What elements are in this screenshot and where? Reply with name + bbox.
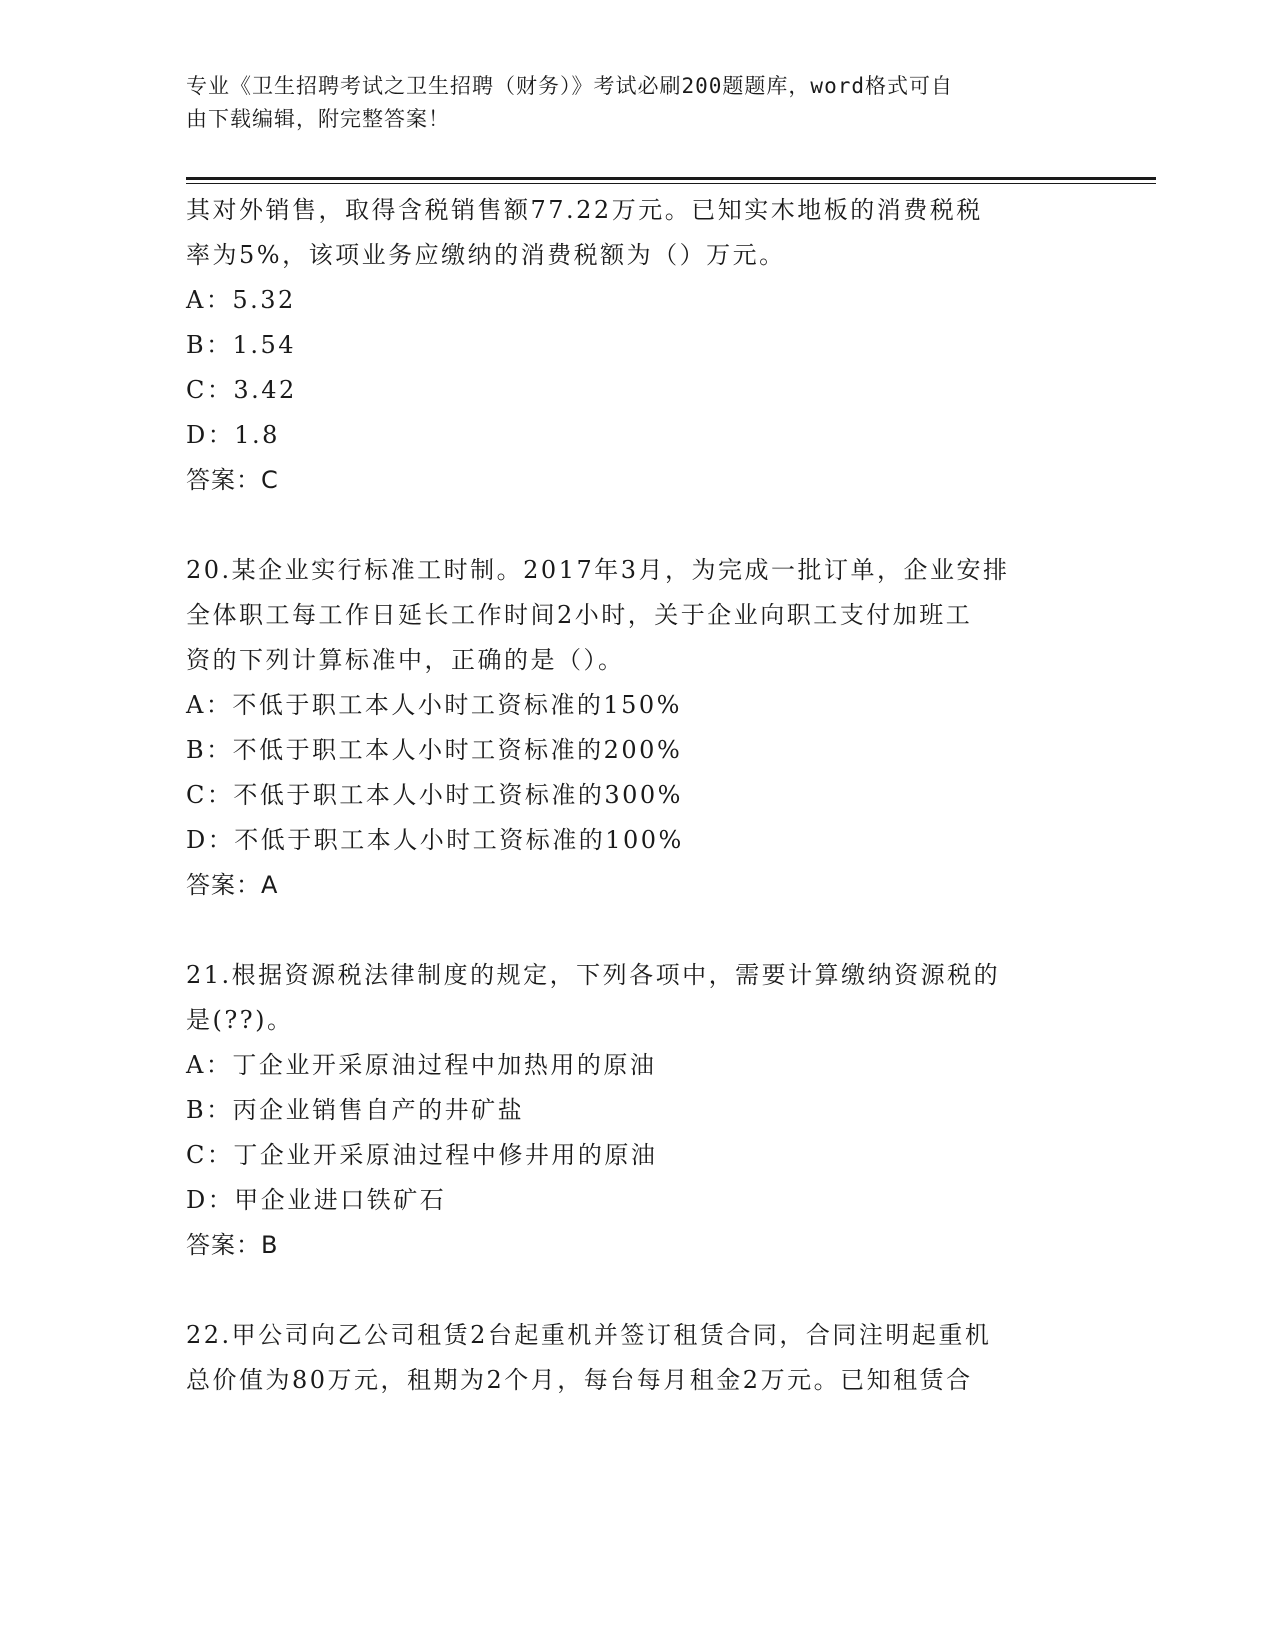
- question-spacer: [186, 908, 1086, 953]
- question-stem-line: 21.根据资源税法律制度的规定，下列各项中，需要计算缴纳资源税的: [186, 961, 1001, 989]
- option-b: B：1.54: [186, 331, 297, 359]
- option-b: B：不低于职工本人小时工资标准的200%: [186, 736, 683, 764]
- question-21: [186, 953, 1086, 1268]
- question-stem-line: 资的下列计算标准中，正确的是（）。: [186, 646, 625, 674]
- option-c: C：丁企业开采原油过程中修井用的原油: [186, 1141, 658, 1169]
- question-22: [186, 1313, 1086, 1403]
- option-d: D：不低于职工本人小时工资标准的100%: [186, 826, 684, 854]
- question-stem-line: 全体职工每工作日延长工作时间2小时，关于企业向职工支付加班工: [186, 601, 973, 629]
- question-stem-line: 22.甲公司向乙公司租赁2台起重机并签订租赁合同，合同注明起重机: [186, 1321, 992, 1349]
- header-line-1: 专业《卫生招聘考试之卫生招聘（财务）》考试必刷200题题库，word格式可自: [186, 74, 953, 98]
- header-line-2: 由下载编辑，附完整答案！: [186, 107, 450, 131]
- option-a: A：丁企业开采原油过程中加热用的原油: [186, 1051, 657, 1079]
- question-stem-line: 率为5%，该项业务应缴纳的消费税额为（）万元。: [186, 241, 786, 269]
- question-stem-line: 总价值为80万元，租期为2个月，每台每月租金2万元。已知租赁合: [186, 1366, 973, 1394]
- answer-line: 答案：B: [186, 1231, 279, 1259]
- option-c: C：不低于职工本人小时工资标准的300%: [186, 781, 683, 809]
- page-header: [186, 70, 1066, 136]
- question-stem-line: 是(??)。: [186, 1006, 294, 1034]
- header-divider-thick: [186, 177, 1156, 180]
- answer-line: 答案：A: [186, 871, 279, 899]
- question-stem-line: 20.某企业实行标准工时制。2017年3月，为完成一批订单，企业安排: [186, 556, 1010, 584]
- question-spacer: [186, 503, 1086, 548]
- option-a: A：5.32: [186, 286, 296, 314]
- answer-line: 答案：C: [186, 466, 279, 494]
- document-body: [186, 188, 1086, 1403]
- option-b: B：丙企业销售自产的井矿盐: [186, 1096, 525, 1124]
- question-stem-line: 其对外销售，取得含税销售额77.22万元。已知实木地板的消费税税: [186, 196, 983, 224]
- question-spacer: [186, 1268, 1086, 1313]
- option-d: D：1.8: [186, 421, 280, 449]
- option-d: D：甲企业进口铁矿石: [186, 1186, 447, 1214]
- option-c: C：3.42: [186, 376, 297, 404]
- question-20: [186, 548, 1086, 908]
- header-divider-thin: [186, 183, 1156, 184]
- question-19: [186, 188, 1086, 503]
- option-a: A：不低于职工本人小时工资标准的150%: [186, 691, 682, 719]
